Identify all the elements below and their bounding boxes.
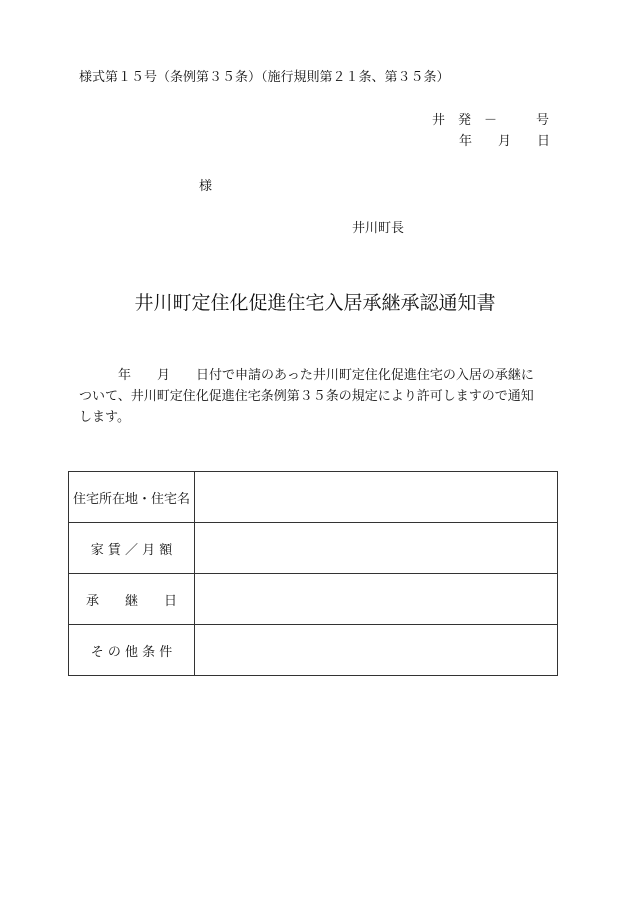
row-label-other-conditions: そ の 他 条 件: [69, 625, 195, 676]
addressee-suffix: 様: [199, 179, 213, 194]
body-line-2: ついて、井川町定住化促進住宅条例第３５条の規定により許可しますので通知: [79, 389, 534, 404]
info-table: [68, 471, 558, 676]
issuer-name: 井川町長: [352, 221, 405, 236]
row-value-succession-date: [195, 574, 558, 625]
row-label-succession-date: 承 継 日: [69, 574, 195, 625]
body-line-3: します。: [79, 410, 130, 425]
document-number: 井 発 － 号: [432, 113, 550, 128]
document-date: 年 月 日: [459, 134, 551, 149]
row-label-address: 住宅所在地・住宅名: [69, 472, 195, 523]
document-title: 井川町定住化促進住宅入居承継承認通知書: [134, 292, 496, 314]
table-row: [69, 625, 558, 676]
table-row: [69, 574, 558, 625]
row-value-rent: [195, 523, 558, 574]
row-value-address: [195, 472, 558, 523]
row-value-other-conditions: [195, 625, 558, 676]
body-line-1: 年 月 日付で申請のあった井川町定住化促進住宅の入居の承継に: [79, 368, 534, 383]
form-number: 様式第１５号（条例第３５条）（施行規則第２１条、第３５条）: [79, 70, 450, 85]
body-paragraph: [79, 365, 557, 428]
table-row: [69, 472, 558, 523]
table-row: [69, 523, 558, 574]
row-label-rent: 家 賃 ／ 月 額: [69, 523, 195, 574]
